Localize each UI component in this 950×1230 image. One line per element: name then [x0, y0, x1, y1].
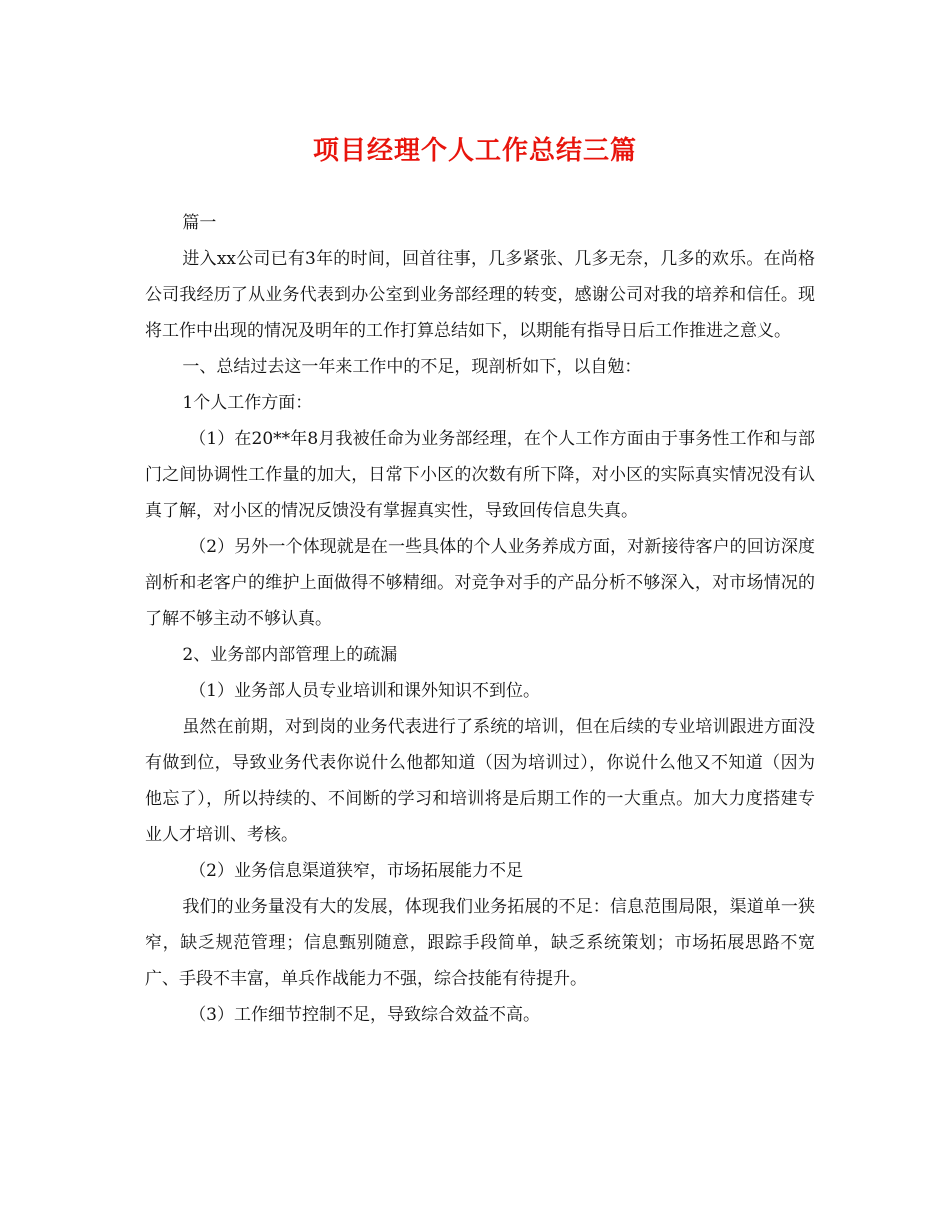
paragraph: （2）另外一个体现就是在一些具体的个人业务养成方面，对新接待客户的回访深度剖析和老客户的维护上面做得不够精细。对竞争对手的产品分析不够深入，对市场情况的了解不够主动不够认真。 — [145, 537, 815, 629]
section-heading: 篇一 — [182, 213, 217, 233]
document-title: 项目经理个人工作总结三篇 — [312, 136, 637, 166]
paragraph: 进入xx公司已有3年的时间，回首往事，几多紧张、几多无奈，几多的欢乐。在尚格公司我经历了从业务代表到办公室到业务部经理的转变，感谢公司对我的培养和信任。现将工作中出现的情况及明年的工作打算总结如下，以期能有指导日后工作推进之意义。 — [145, 249, 815, 341]
paragraph: 虽然在前期，对到岗的业务代表进行了系统的培训，但在后续的专业培训跟进方面没有做到位，导致业务代表你说什么他都知道（因为培训过），你说什么他又不知道（因为他忘了），所以持续的、不间断的学习和培训将是后期工作的一大重点。加大力度搭建专业人才培训、考核。 — [145, 717, 815, 845]
paragraph: 一、总结过去这一年来工作中的不足，现剖析如下，以自勉： — [182, 357, 642, 377]
paragraph: （3）工作细节控制不足，导致综合效益不高。 — [189, 1005, 541, 1025]
paragraph: 2、业务部内部管理上的疏漏 — [182, 645, 398, 665]
paragraph: （1）在20**年8月我被任命为业务部经理，在个人工作方面由于事务性工作和与部门之间协调性工作量的加大，日常下小区的次数有所下降，对小区的实际真实情况没有认真了解，对小区的情况反馈没有掌握真实性，导致回传信息失真。 — [145, 429, 815, 521]
paragraph: （1）业务部人员专业培训和课外知识不到位。 — [189, 681, 541, 701]
paragraph: 我们的业务量没有大的发展，体现我们业务拓展的不足：信息范围局限，渠道单一狭窄，缺乏规范管理；信息甄别随意，跟踪手段简单，缺乏系统策划；市场拓展思路不宽广、手段不丰富，单兵作战能力不强，综合技能有待提升。 — [145, 897, 815, 989]
paragraph: 1个人工作方面： — [182, 393, 313, 413]
paragraph: （2）业务信息渠道狭窄，市场拓展能力不足 — [189, 861, 524, 881]
document-body — [145, 205, 815, 1033]
